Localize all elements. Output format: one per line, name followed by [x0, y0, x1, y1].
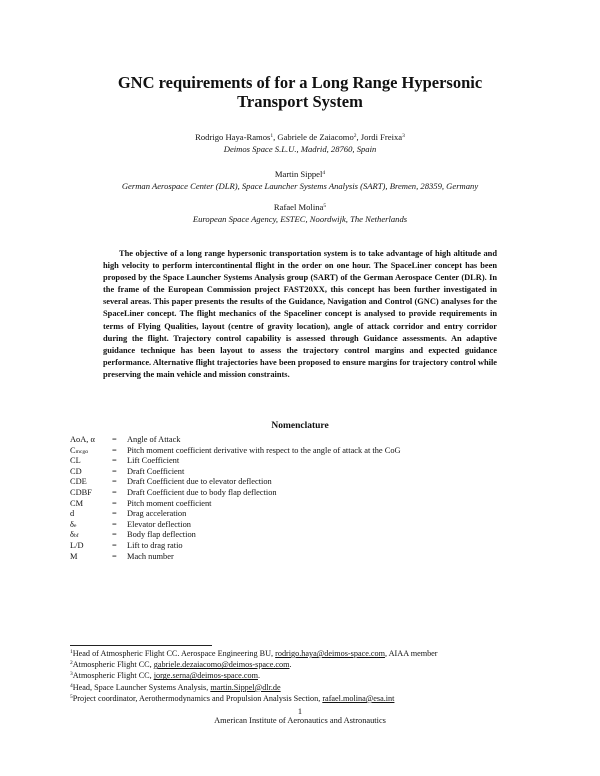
footnote: $^2$Atmospheric Flight CC, gabriele.dezaiacomo@deimos-space.com. — [70, 660, 292, 670]
paper-title — [60, 73, 540, 111]
nomenclature-heading: Nomenclature — [271, 421, 329, 431]
affiliation-esa: European Space Agency, ESTEC, Noordwijk, The Netherlands — [192, 214, 408, 224]
footnote: $^3$Atmospheric Flight CC, jorge.serna@deimos-space.com. — [70, 671, 261, 681]
author-de-zaiacomo: Gabriele de Zaiacomo — [277, 132, 354, 142]
footnote-divider — [70, 645, 212, 646]
email-link[interactable]: gabriele.dezaiacomo@deimos-space.com — [153, 660, 290, 670]
footnote: $^1$Head of Atmospheric Flight CC. Aerospace Engineering BU, rodrigo.haya@deimos-space.com, AIAA member — [70, 649, 438, 658]
footnote: $^4$Head, Space Launcher Systems Analysis, martin.Sippel@dlr.de — [70, 682, 281, 692]
paper-title-line1: GNC requirements of for a Long Range Hypersonic — [117, 73, 483, 92]
author-sippel: Martin Sippel — [274, 169, 323, 179]
author-group-1 — [40, 131, 560, 155]
email-link[interactable]: rodrigo.haya@deimos-space.com — [275, 649, 385, 658]
affiliation-deimos: Deimos Space S.L.U., Madrid, 28760, Spain — [223, 144, 377, 154]
author-group-2: Martin Sippel$^4$ German Aerospace Center (DLR), Space Launcher Systems Analysis (SART), Bremen, 28359, Germany — [40, 168, 560, 192]
email-link[interactable]: jorge.serna@deimos-space.com — [153, 671, 258, 681]
email-link[interactable]: rafael.molina@esa.int — [322, 693, 395, 703]
author-group-3: Rafael Molina$^5$ European Space Agency, ESTEC, Noordwijk, The Netherlands — [40, 201, 560, 225]
email-link[interactable]: martin.Sippel@dlr.de — [210, 682, 281, 692]
page-footer: American Institute of Aeronautics and Astronautics — [214, 716, 386, 725]
abstract: The objective of a long range hypersonic transportation system is to take advantage of high altitude and high velocity to perform intercontinental flight in the order on one hour. The SpaceLiner concept has been proposed by the Space Launcher Systems Analysis group (SART) of the German Aerospace Center (DLR). In the frame of the European Commission project FAST20XX, this concept has been further investigated in several areas. This paper presents the results of the Guidance, Navigation and Control (GNC) analyses for the SpaceLiner concept. The flight mechanics of the Spaceliner concept is analysed to provide requirements in terms of Flying Qualities, layout (centre of gravity location), angle of attack corridor and entry corridor during the flight. Trajectory control capability is assessed through Guidance assessments. An adaptive guidance technique has been layout to assess the trajectory control margins and expected guidance performance. Alternative flight trajectories have been proposed to ensure margins for trajectory control while preserving the main vehicle and mission constraints. — [103, 249, 497, 379]
author-freixa: Jordi Freixa — [360, 132, 403, 142]
page-number: 1 — [297, 707, 303, 716]
author-molina: Rafael Molina — [273, 202, 324, 212]
paper-title-line2: Transport System — [237, 92, 363, 111]
author-names-1: Rodrigo Haya-Ramos$^1$, Gabriele de Zaiacomo$^2$, Jordi Freixa$^3$ — [195, 132, 405, 142]
footnotes — [70, 648, 438, 704]
affiliation-dlr: German Aerospace Center (DLR), Space Launcher Systems Analysis (SART), Bremen, 28359, Germany — [121, 181, 479, 191]
footnote: $^5$Project coordinator, Aerothermodynamics and Propulsion Analysis Section, rafael.molina@esa.int — [70, 693, 395, 703]
author-haya-ramos: Rodrigo Haya-Ramos — [195, 132, 271, 142]
